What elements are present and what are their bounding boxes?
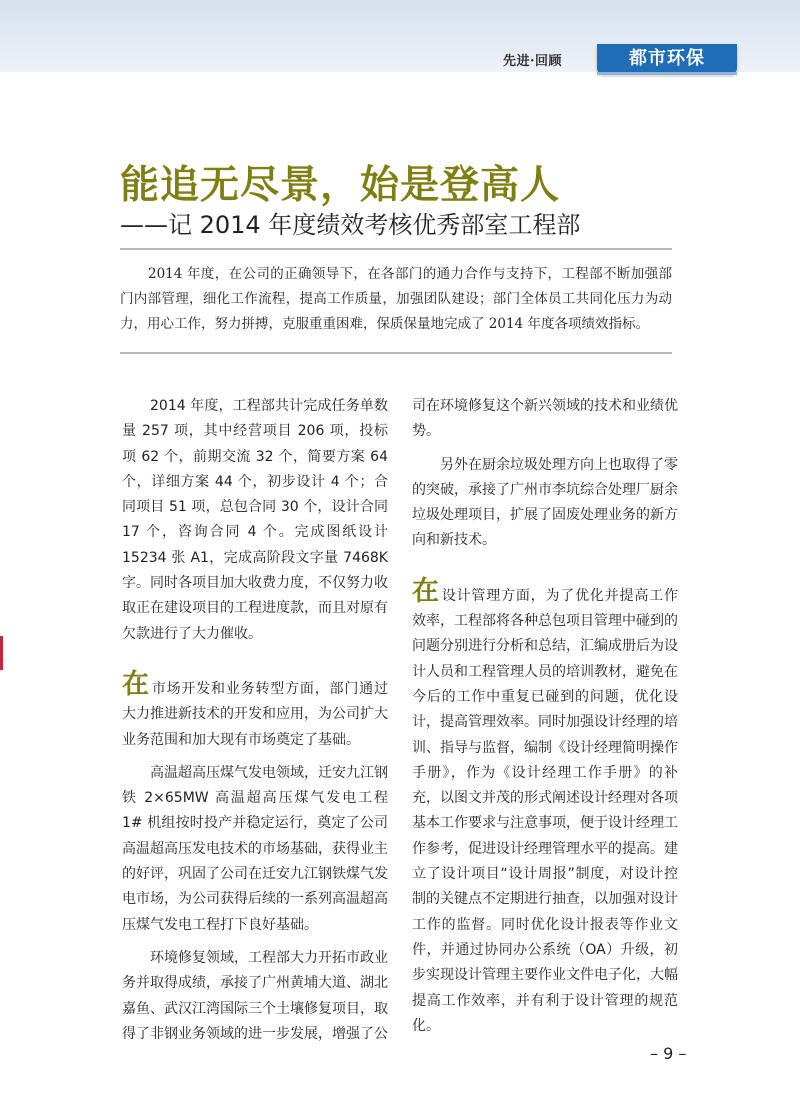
paragraph-continued: 司在环境修复这个新兴领域的技术和业绩优势。 xyxy=(412,398,678,440)
paragraph: 高温超高压煤气发电领域，迁安九江钢铁 2×65MW 高温超高压煤气发电工程 1# 机组按时投产并稳定运行，奠定了公司高温超高压发电技术的市场基础，获得业主的好评，巩固了公司在迁安九江钢铁煤气发电市场，为公司获得后续的一系列高温超高压煤气发电工程打下良好基础。 xyxy=(122,764,388,933)
dropcap: 在 xyxy=(122,668,150,700)
lead-text: 2014 年度，在公司的正确领导下，在各部门的通力合作与支持下，工程部不断加强部门内部管理，细化工作流程，提高工作质量，加强团队建设；部门全体员工共同化压力为动力，用心工作，努力拼搏，克服重重困难，保质保量地完成了 2014 年度各项绩效指标。 xyxy=(120,266,672,332)
divider-top xyxy=(120,248,672,250)
lead-paragraph xyxy=(120,262,672,337)
brand-logo-text: 都市环保 xyxy=(629,48,705,69)
brand-tab-edge xyxy=(597,72,737,75)
margin-marker xyxy=(0,636,3,670)
right-column xyxy=(412,394,678,1039)
article-subtitle: ——记 2014 年度绩效考核优秀部室工程部 xyxy=(120,211,581,239)
paragraph: 2014 年度，工程部共计完成任务单数量 257 项，其中经营项目 206 项，投标项 62 个，前期交流 32 个，简要方案 64 个，详细方案 44 个，初步设计 4 个；合同项目 51 项，总包合同 30 个，设计合同 17 个，咨询合同 4 个。完成图纸设计 15234 张 A1，完成高阶段文字量 7468K 字。同时各项目加大收费力度，不仅努力收取正在建设项目的工程进度款，而且对原有欠款进行了大力催收。 xyxy=(122,398,388,642)
paragraph-text: 设计管理方面，为了优化并提高工作效率，工程部将各种总包项目管理中碰到的问题分别进行分析和总结，汇编成册后为设计人员和工程管理人员的培训教材，避免在今后的工作中重复已碰到的问题，优化设计，提高管理效率。同时加强设计经理的培训、指导与监督，编制《设计经理简明操作手册》，作为《设计经理工作手册》的补充，以图文并茂的形式阐述设计经理对各项基本工作要求与注意事项，便于设计经理工作参考，促进设计经理管理水平的提高。建立了设计项目“设计周报”制度，对设计控制的关键点不定期进行抽查，以加强对设计工作的监督。同时优化设计报表等作业文件，并通过协同办公系统（OA）升级，初步实现设计管理主要作业文件电子化，大幅提高工作效率，并有利于设计管理的规范化。 xyxy=(412,587,678,1034)
paragraph: 环境修复领域，工程部大力开拓市政业务并取得成绩，承接了广州黄埔大道、湖北嘉鱼、武汉江湾国际三个土壤修复项目，取得了非钢业务领域的进一步发展，增强了公 xyxy=(122,949,388,1042)
paragraph: 另外在厨余垃圾处理方向上也取得了零的突破，承接了广州市李坑综合处理厂厨余垃圾处理项目，扩展了固废处理业务的新方向和新技术。 xyxy=(412,456,678,549)
paragraph-text: 市场开发和业务转型方面，部门通过大力推进新技术的开发和应用，为公司扩大业务范围和加大现有市场奠定了基础。 xyxy=(122,680,388,748)
section-label: 先进·回顾 xyxy=(503,54,563,69)
left-column xyxy=(122,394,388,1047)
brand-tab xyxy=(597,44,737,74)
paragraph-with-dropcap xyxy=(412,575,678,1039)
paragraph-with-dropcap xyxy=(122,668,388,753)
article-title: 能追无尽景，始是登高人 xyxy=(120,163,561,208)
divider-bottom xyxy=(120,352,672,354)
page-number: – 9 – xyxy=(650,1044,687,1063)
dropcap: 在 xyxy=(412,575,440,607)
